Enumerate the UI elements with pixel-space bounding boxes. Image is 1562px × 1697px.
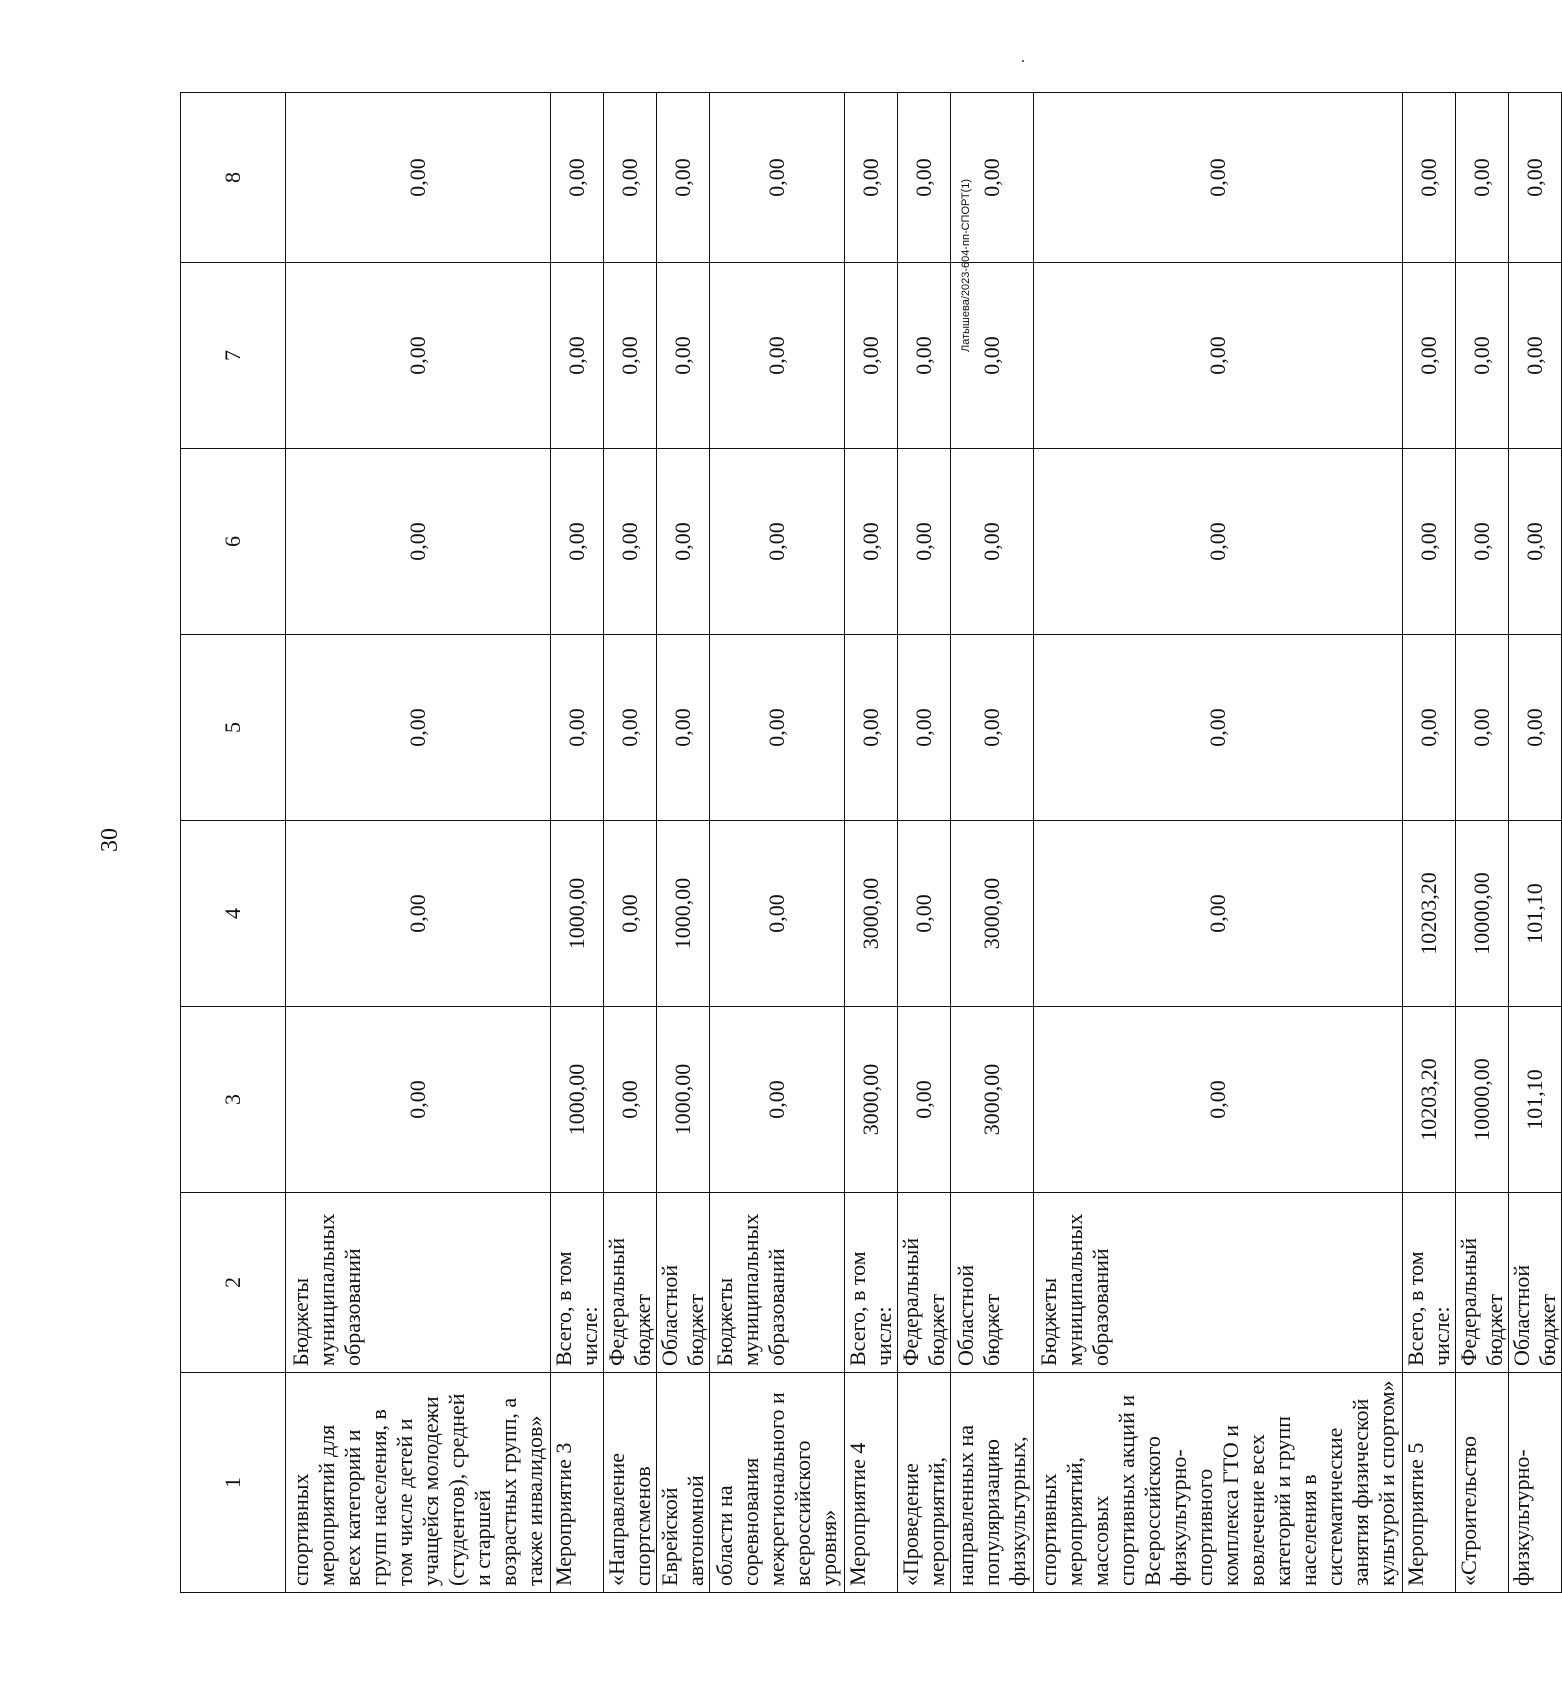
col-header-1: 1 [181, 1373, 286, 1593]
source-cell: Областной бюджет [657, 1193, 710, 1373]
source-cell: Федеральный бюджет [604, 1193, 657, 1373]
budget-table [180, 92, 1562, 1593]
source-cell: Федеральный бюджет [898, 1193, 951, 1373]
source-cell: Областной бюджет [1509, 1193, 1562, 1373]
value-cell: 0,00 [286, 93, 551, 263]
value-cell: 0,00 [710, 449, 845, 635]
value-cell: 0,00 [1403, 263, 1456, 449]
source-cell: Всего, в том числе: [845, 1193, 898, 1373]
value-cell: 1000,00 [657, 1007, 710, 1193]
value-cell: 0,00 [604, 1007, 657, 1193]
value-cell: 0,00 [551, 263, 604, 449]
value-cell: 0,00 [1509, 263, 1562, 449]
value-cell: 0,00 [604, 635, 657, 821]
value-cell: 0,00 [898, 93, 951, 263]
table-row [1034, 93, 1403, 1593]
value-cell: 0,00 [1034, 449, 1403, 635]
activity-cell: спортивных мероприятий, массовых спортивных акций и Всероссийского физкультурно-спортивного комплекса ГТО и вовлечение всех категорий и групп населения в систематические занятия физической культурой и спортом» [1034, 1373, 1403, 1593]
budget-table-rotated [180, 93, 1560, 1593]
value-cell: 1000,00 [657, 821, 710, 1007]
table-row [286, 93, 551, 1593]
source-cell: Федеральный бюджет [1456, 1193, 1509, 1373]
value-cell: 0,00 [845, 263, 898, 449]
source-cell: Всего, в том числе: [1403, 1193, 1456, 1373]
value-cell: 0,00 [898, 1007, 951, 1193]
value-cell: 0,00 [710, 93, 845, 263]
source-cell: Всего, в том числе: [551, 1193, 604, 1373]
table-row [1403, 93, 1456, 1593]
value-cell: 0,00 [898, 263, 951, 449]
value-cell: 10203,20 [1403, 821, 1456, 1007]
col-header-8: 8 [181, 93, 286, 263]
value-cell: 0,00 [1403, 635, 1456, 821]
value-cell: 0,00 [1034, 635, 1403, 821]
value-cell: 0,00 [845, 635, 898, 821]
value-cell: 0,00 [951, 93, 1034, 263]
value-cell: 3000,00 [951, 821, 1034, 1007]
value-cell: 0,00 [951, 635, 1034, 821]
col-header-6: 6 [181, 449, 286, 635]
value-cell: 0,00 [1403, 93, 1456, 263]
value-cell: 0,00 [657, 635, 710, 821]
value-cell: 0,00 [657, 263, 710, 449]
col-header-4: 4 [181, 821, 286, 1007]
value-cell: 10000,00 [1456, 1007, 1509, 1193]
activity-cell: физкультурно- [1509, 1373, 1562, 1593]
table-row [1509, 93, 1562, 1593]
scan-dot [1022, 60, 1024, 62]
value-cell: 10203,20 [1403, 1007, 1456, 1193]
value-cell: 0,00 [657, 449, 710, 635]
value-cell: 0,00 [1456, 263, 1509, 449]
value-cell: 0,00 [286, 1007, 551, 1193]
value-cell: 0,00 [1456, 449, 1509, 635]
activity-cell: Мероприятие 5 [1403, 1373, 1456, 1593]
activity-cell: Мероприятие 4 [845, 1373, 898, 1593]
source-cell: Бюджеты муниципальных образований [710, 1193, 845, 1373]
value-cell: 0,00 [286, 821, 551, 1007]
table-row [551, 93, 604, 1593]
table-row [898, 93, 951, 1593]
value-cell: 0,00 [1509, 93, 1562, 263]
value-cell: 0,00 [951, 449, 1034, 635]
table-row [604, 93, 657, 1593]
value-cell: 1000,00 [551, 1007, 604, 1193]
value-cell: 0,00 [845, 93, 898, 263]
value-cell: 3000,00 [845, 1007, 898, 1193]
col-header-3: 3 [181, 1007, 286, 1193]
activity-cell: «Проведение мероприятий, [898, 1373, 951, 1593]
value-cell: 3000,00 [951, 1007, 1034, 1193]
value-cell: 0,00 [710, 821, 845, 1007]
source-cell: Бюджеты муниципальных образований [286, 1193, 551, 1373]
value-cell: 101,10 [1509, 821, 1562, 1007]
value-cell: 0,00 [1034, 821, 1403, 1007]
activity-cell: Еврейской автономной [657, 1373, 710, 1593]
header-row [181, 93, 286, 1593]
value-cell: 0,00 [1034, 263, 1403, 449]
value-cell: 0,00 [710, 263, 845, 449]
value-cell: 1000,00 [551, 821, 604, 1007]
activity-cell: «Направление спортсменов [604, 1373, 657, 1593]
activity-cell: области на соревнования межрегионального и всероссийского уровня» [710, 1373, 845, 1593]
activity-cell: «Строительство [1456, 1373, 1509, 1593]
value-cell: 10000,00 [1456, 821, 1509, 1007]
value-cell: 0,00 [1509, 449, 1562, 635]
value-cell: 0,00 [604, 93, 657, 263]
value-cell: 0,00 [845, 449, 898, 635]
value-cell: 0,00 [551, 449, 604, 635]
col-header-5: 5 [181, 635, 286, 821]
value-cell: 0,00 [286, 635, 551, 821]
value-cell: 0,00 [1034, 1007, 1403, 1193]
col-header-2: 2 [181, 1193, 286, 1373]
value-cell: 0,00 [898, 449, 951, 635]
activity-cell: направленных на популяризацию физкультурных, [951, 1373, 1034, 1593]
value-cell: 101,10 [1509, 1007, 1562, 1193]
value-cell: 0,00 [710, 1007, 845, 1193]
value-cell: 0,00 [898, 635, 951, 821]
value-cell: 0,00 [1456, 93, 1509, 263]
source-cell: Бюджеты муниципальных образований [1034, 1193, 1403, 1373]
value-cell: 0,00 [1456, 635, 1509, 821]
page-number: 30 [97, 828, 123, 852]
col-header-7: 7 [181, 263, 286, 449]
table-row [657, 93, 710, 1593]
value-cell: 0,00 [657, 93, 710, 263]
table-row [1456, 93, 1509, 1593]
footer-code-text: Латышева/2023-604-пп-СПОРТ(1) [960, 178, 972, 352]
value-cell: 0,00 [551, 635, 604, 821]
value-cell: 0,00 [1509, 635, 1562, 821]
table-row [710, 93, 845, 1593]
value-cell: 0,00 [710, 635, 845, 821]
table-row [951, 93, 1034, 1593]
activity-cell: спортивных мероприятий для всех категорий и групп населения, в том числе детей и учащейся молодежи (студентов), средней и старшей возрастных групп, а также инвалидов» [286, 1373, 551, 1593]
value-cell: 0,00 [604, 449, 657, 635]
activity-cell: Мероприятие 3 [551, 1373, 604, 1593]
value-cell: 0,00 [1034, 93, 1403, 263]
source-cell: Областной бюджет [951, 1193, 1034, 1373]
value-cell: 0,00 [286, 263, 551, 449]
value-cell: 0,00 [604, 263, 657, 449]
value-cell: 0,00 [551, 93, 604, 263]
table-row [845, 93, 898, 1593]
value-cell: 0,00 [286, 449, 551, 635]
value-cell: 0,00 [898, 821, 951, 1007]
value-cell: 3000,00 [845, 821, 898, 1007]
value-cell: 0,00 [951, 263, 1034, 449]
value-cell: 0,00 [1403, 449, 1456, 635]
value-cell: 0,00 [604, 821, 657, 1007]
